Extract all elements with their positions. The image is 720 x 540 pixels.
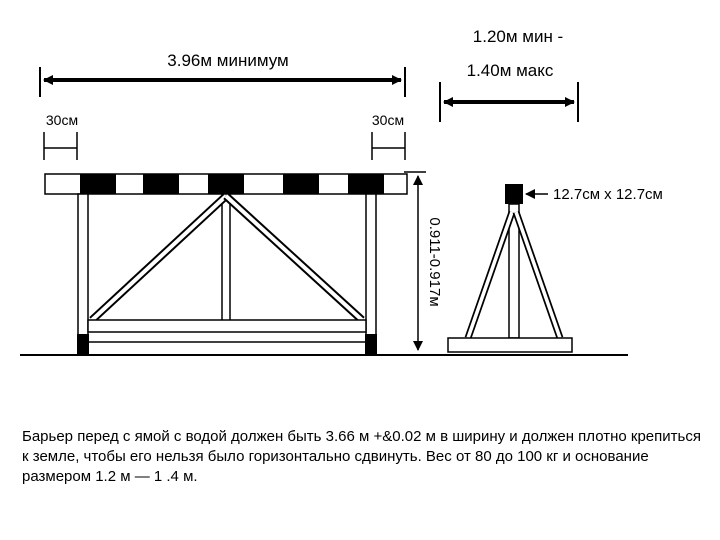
- right-offset-dimension: [372, 112, 405, 160]
- barrier-front-view: [45, 174, 407, 354]
- caption-text: Барьер перед с ямой с водой должен быть 3.66 м +&0.02 м в ширину и должен плотно крепиться к земле, чтобы его нельзя было горизонтально сдвинуть. Вес от 80 до 100 кг и основание размером 1.2 м — 1 .4 м.: [22, 428, 701, 485]
- beam-section-callout: [526, 186, 663, 203]
- base-width-label-line1: 1.20м мин -: [472, 27, 564, 46]
- height-dimension: [404, 172, 443, 350]
- base-width-dimension: [440, 27, 578, 122]
- overall-width-dimension: [40, 51, 405, 97]
- beam-cross-section: [505, 184, 523, 204]
- barrier-side-view: [448, 184, 572, 352]
- left-offset-label: 30см: [45, 112, 79, 128]
- overall-width-label: 3.96м минимум: [167, 51, 289, 70]
- height-label: 0.911-0.917м: [426, 217, 443, 307]
- left-offset-dimension: [44, 112, 78, 160]
- beam-section-label: 12.7см x 12.7см: [553, 186, 663, 203]
- right-post: [366, 194, 376, 354]
- right-offset-label: 30см: [371, 112, 405, 128]
- bottom-rail: [88, 320, 366, 332]
- left-post: [78, 194, 88, 354]
- side-base: [448, 338, 572, 352]
- base-width-label-line2: 1.40м макс: [466, 61, 554, 80]
